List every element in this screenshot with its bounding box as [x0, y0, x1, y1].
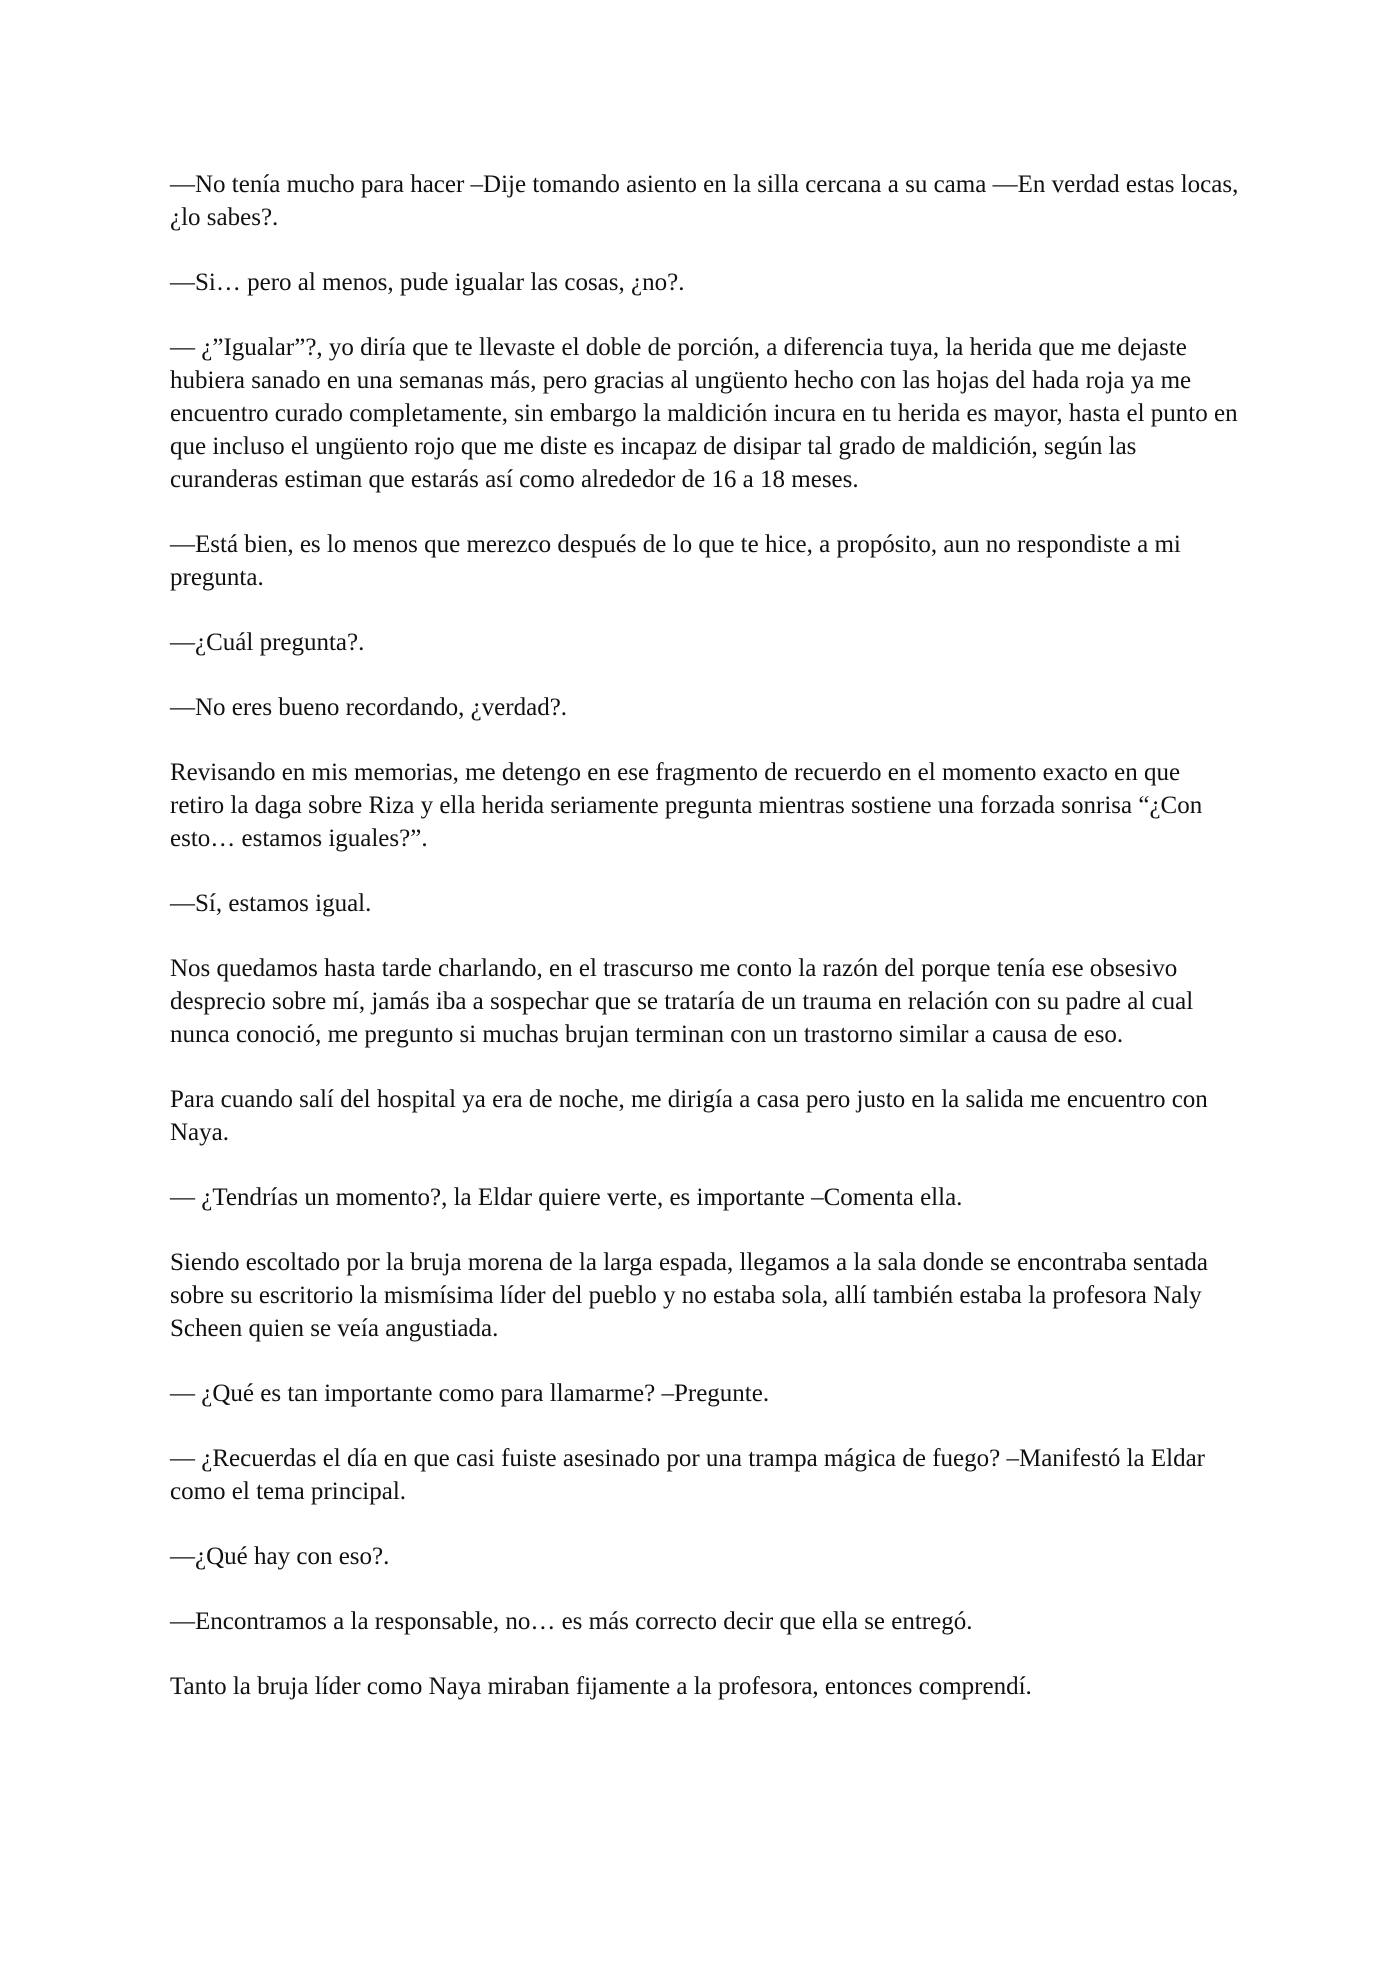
paragraph: —No tenía mucho para hacer –Dije tomando asiento en la silla cercana a su cama —En verdad estas locas, ¿lo sabes?.: [170, 171, 1239, 231]
paragraph: —Está bien, es lo menos que merezco después de lo que te hice, a propósito, aun no respondiste a mi pregunta.: [170, 531, 1181, 591]
document-body: [170, 168, 1240, 1735]
paragraph: —Si… pero al menos, pude igualar las cosas, ¿no?.: [170, 269, 685, 296]
paragraph: Revisando en mis memorias, me detengo en ese fragmento de recuerdo en el momento exacto en que retiro la daga sobre Riza y ella herida seriamente pregunta mientras sostiene una forzada sonrisa “¿Con esto… estamos iguales?”.: [170, 759, 1203, 852]
paragraph: Tanto la bruja líder como Naya miraban fijamente a la profesora, entonces comprendí.: [170, 1673, 1032, 1700]
paragraph: —Sí, estamos igual.: [170, 890, 372, 917]
paragraph: — ¿Qué es tan importante como para llamarme? –Pregunte.: [170, 1380, 770, 1407]
paragraph: — ¿Tendrías un momento?, la Eldar quiere verte, es importante –Comenta ella.: [170, 1184, 963, 1211]
paragraph: Nos quedamos hasta tarde charlando, en el trascurso me conto la razón del porque tenía ese obsesivo desprecio sobre mí, jamás iba a sospechar que se trataría de un trauma en relación con su padre al cual nunca conoció, me pregunto si muchas brujan terminan con un trastorno similar a causa de eso.: [170, 955, 1194, 1048]
paragraph: —¿Qué hay con eso?.: [170, 1543, 390, 1570]
paragraph: Siendo escoltado por la bruja morena de la larga espada, llegamos a la sala donde se encontraba sentada sobre su escritorio la mismísima líder del pueblo y no estaba sola, allí también estaba la profesora Naly Scheen quien se veía angustiada.: [170, 1249, 1209, 1342]
paragraph: —No eres bueno recordando, ¿verdad?.: [170, 694, 568, 721]
paragraph: — ¿”Igualar”?, yo diría que te llevaste el doble de porción, a diferencia tuya, la herida que me dejaste hubiera sanado en una semanas más, pero gracias al ungüento hecho con las hojas del hada roja ya me encuentro curado completamente, sin embargo la maldición incura en tu herida es mayor, hasta el punto en que incluso el ungüento rojo que me diste es incapaz de disipar tal grado de maldición, según las curanderas estiman que estarás así como alrededor de 16 a 18 meses.: [170, 334, 1238, 493]
paragraph: — ¿Recuerdas el día en que casi fuiste asesinado por una trampa mágica de fuego? –Manifestó la Eldar como el tema principal.: [170, 1445, 1206, 1505]
paragraph: Para cuando salí del hospital ya era de noche, me dirigía a casa pero justo en la salida me encuentro con Naya.: [170, 1086, 1208, 1146]
paragraph: —Encontramos a la responsable, no… es más correcto decir que ella se entregó.: [170, 1608, 973, 1635]
paragraph: —¿Cuál pregunta?.: [170, 629, 365, 656]
